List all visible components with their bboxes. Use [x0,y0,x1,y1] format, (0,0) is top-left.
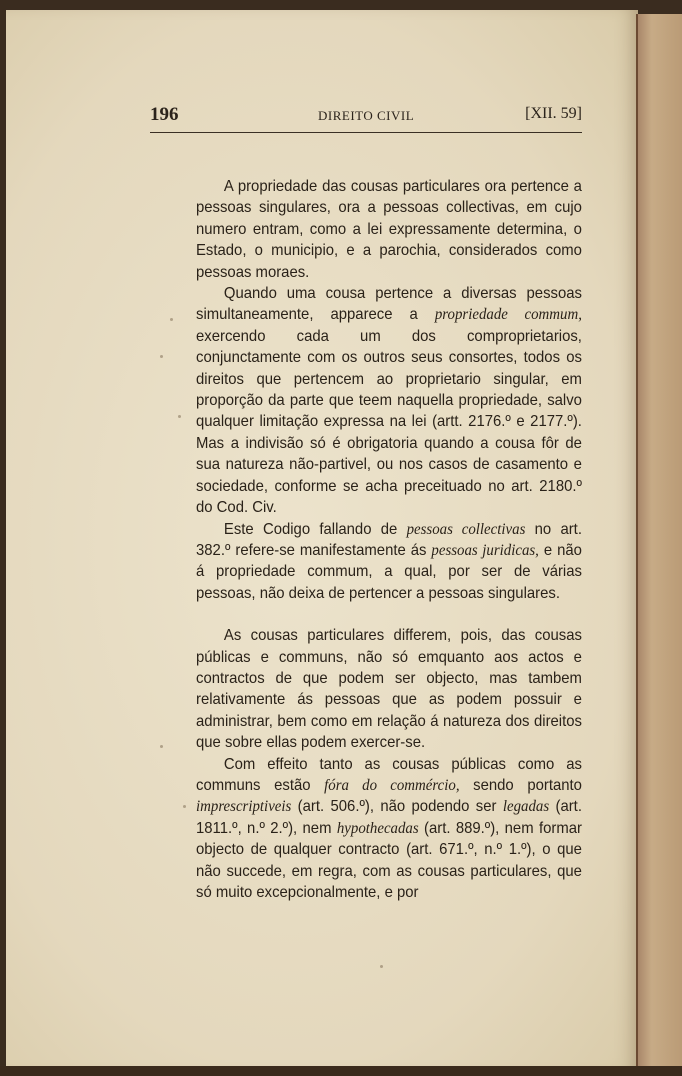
paragraph [196,176,582,283]
paper-speck [178,415,181,418]
text-run: As cousas particulares differem, pois, das cousas públicas e communs, não só emquanto aos actos e contractos de que podem ser objecto, mas tambem relativamente ás pessoas que as podem possuir e administrar, bem como em relação á natureza dos direitos que sobre ellas podem exercer-se. [196,627,582,752]
running-header [150,104,582,128]
section-reference: [XII. 59] [525,105,582,122]
text-run: (art. 889.º), nem formar objecto de qualquer contracto (art. 671.º, n.º 1.º), o que não succede, em regra, com as cousas particulares, que só muito excepcionalmente, e por [196,819,582,901]
italic-text: propriedade commum, [434,306,582,324]
paper-speck [160,355,163,358]
italic-text: hypothecadas [336,819,419,837]
text-run: (art. 1811.º, n.º 2.º), nem [196,798,582,837]
text-run: Este Codigo fallando de [223,520,407,538]
text-run: Com effeito tanto as cousas públicas como as communs estão [196,755,582,794]
paper-speck [380,965,383,968]
italic-text: fóra do commércio, [324,776,460,794]
paragraph [196,754,582,904]
paper-speck [160,745,163,748]
page-number: 196 [150,104,179,125]
text-run: no art. 382.º refere-se manifestamente ás [196,520,582,559]
paper-speck [170,318,173,321]
text-run: e não á propriedade commum, a qual, por ser de várias pessoas, não deixa de pertencer a pessoas singulares. [196,541,582,602]
body-text [196,176,582,903]
paper-speck [183,805,186,808]
text-run: Quando uma cousa pertence a diversas pessoas simultaneamente, apparece a [196,285,582,324]
text-run: (art. 506.º), não podendo ser [291,798,503,816]
paragraph [196,519,582,605]
text-run: exercendo cada um dos comproprietarios, conjunctamente com os outros seus consortes, todos os direitos que pertencem ao proprietario singular, em proporção da parte que teem naquella propriedade, salvo qualquer limitação expressa na lei (artt. 2176.º e 2177.º). Mas a indivisão só é obrigatoria quando a cousa fôr de sua natureza não-partivel, ou nos casos de casamento e sociedade, conforme se acha preceituado no art. 2180.º do Cod. Civ. [196,327,582,517]
adjacent-page-edge [636,14,682,1074]
header-rule [150,132,582,133]
page-bottom-edge [0,1066,682,1076]
italic-text: legadas [502,798,550,816]
paragraph [196,625,582,753]
italic-text: pessoas juridicas, [431,541,539,559]
paragraph [196,283,582,518]
italic-text: imprescriptiveis [196,798,292,816]
running-title: DIREITO CIVIL [318,108,415,123]
italic-text: pessoas collectivas [406,520,526,538]
text-run: sendo portanto [459,776,582,794]
text-run: A propriedade das cousas particulares ora pertence a pessoas singulares, ora a pessoas collectivas, em cujo numero entram, como a lei expressamente determina, o Estado, o municipio, e a parochia, considerados como pessoas moraes. [196,178,582,281]
